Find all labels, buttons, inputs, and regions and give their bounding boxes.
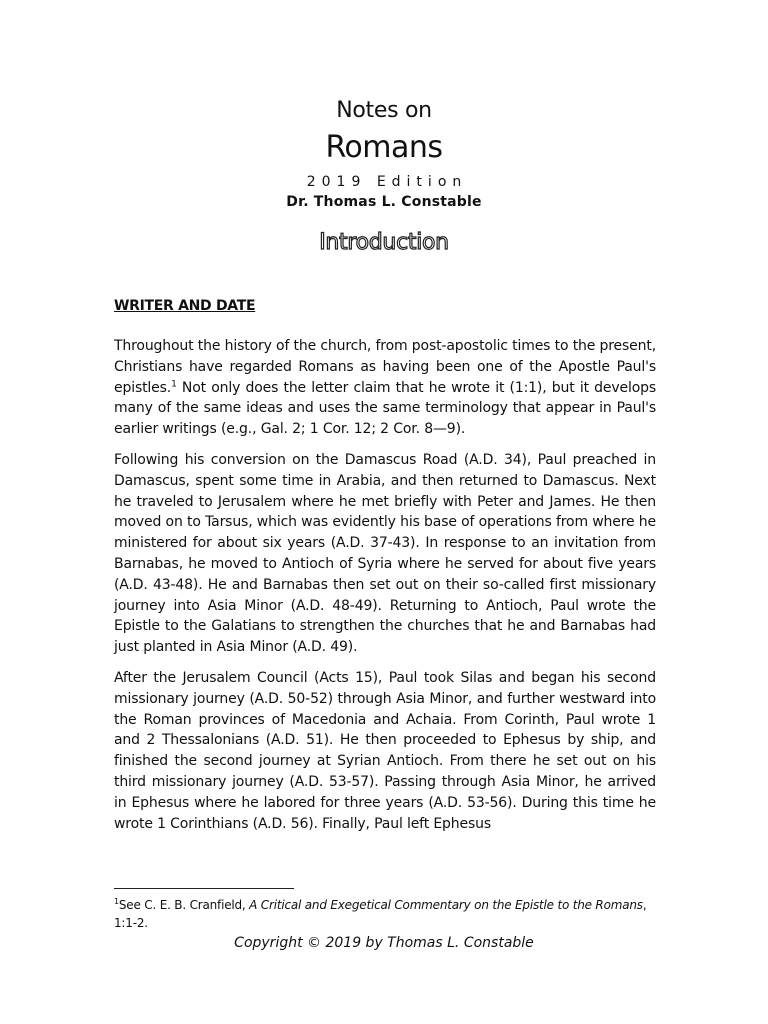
title-notes-on: Notes on [336, 98, 432, 123]
paragraph-3: After the Jerusalem Council (Acts 15), Paul took Silas and began his second missionary journey (A.D. 50-52) through Asia Minor, and further westward into the Roman provinces of Macedonia and Achaia. From Corinth, Paul wrote 1 and 2 Thessalonians (A.D. 51). He then proceeded to Ephesus by ship, and finished the second journey at Syrian Antioch. From there he set out on his third missionary journey (A.D. 53-57). Passing through Asia Minor, he arrived in Ephesus where he labored for three years (A.D. 53-56). During this time he wrote 1 Corinthians (A.D. 56). Finally, Paul left Ephesus [114, 669, 656, 832]
paragraph-1 [114, 336, 656, 440]
section-heading: WRITER AND DATE [114, 298, 256, 314]
footnote [114, 896, 659, 932]
paragraph-1-part-a: Throughout the history of the church, from post-apostolic times to the present, Christians have regarded Romans as having been one of the Apostle Paul's epistles. [114, 338, 656, 396]
paragraph-2: Following his conversion on the Damascus Road (A.D. 34), Paul preached in Damascus, spent some time in Arabia, and then returned to Damascus. Next he traveled to Jerusalem where he met briefly with Peter and James. He then moved on to Tarsus, which was evidently his base of operations from where he ministered for about six years (A.D. 37-43). In response to an invitation from Barnabas, he moved to Antioch of Syria where he served for about five years (A.D. 43-48). He and Barnabas then set out on their so-called first missionary journey into Asia Minor (A.D. 48-49). Returning to Antioch, Paul wrote the Epistle to the Galatians to strengthen the churches that he and Barnabas had just planted in Asia Minor (A.D. 49). [114, 451, 656, 656]
title-block [0, 96, 768, 258]
footnote-number: 1 [114, 897, 119, 906]
footnote-suffix: , 1:1-2. [114, 898, 647, 930]
footnote-book-title: A Critical and Exegetical Commentary on the Epistle to the Romans [249, 898, 643, 912]
author-name: Dr. Thomas L. Constable [286, 194, 482, 210]
book-title: Romans [325, 130, 443, 165]
paragraph-1-part-b: Not only does the letter claim that he wrote it (1:1), but it develops many of the same ideas and uses the same terminology that appear in Paul's earlier writings (e.g., Gal. 2; 1 Cor. 12; 2 Cor. 8—9). [114, 379, 656, 438]
footnote-divider [114, 888, 294, 889]
section-title: Introduction [319, 230, 449, 255]
footnote-reference: 1 [171, 378, 177, 389]
body-content [114, 296, 656, 844]
footnote-prefix: See C. E. B. Cranfield, [118, 898, 250, 912]
copyright-notice: Copyright © 2019 by Thomas L. Constable [234, 935, 534, 951]
edition-label: 2019 Edition [306, 174, 468, 190]
